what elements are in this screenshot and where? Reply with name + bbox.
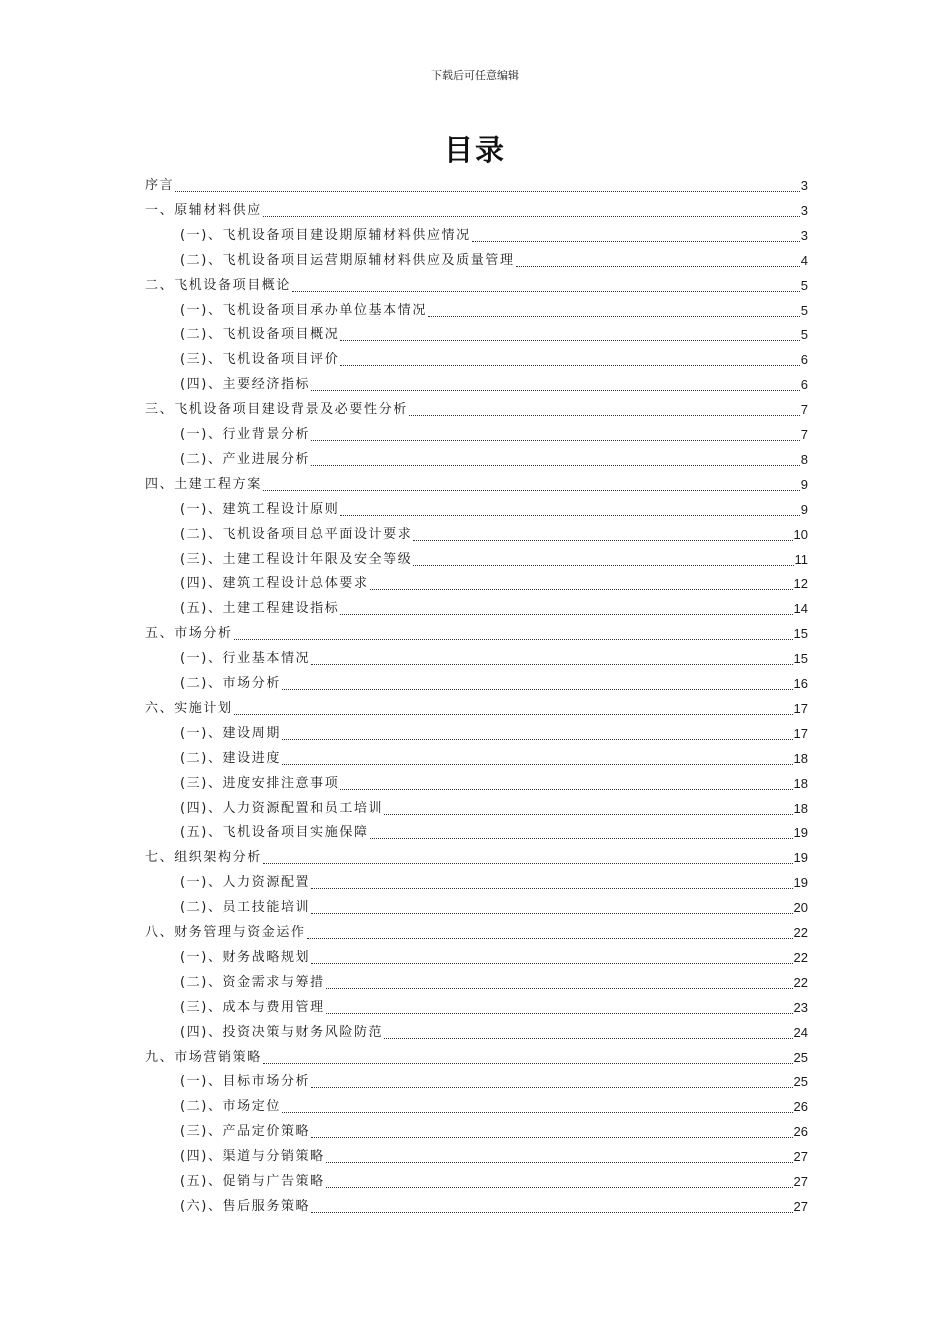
- toc-section-entry[interactable]: [180, 350, 808, 370]
- toc-page-number: 4: [800, 252, 808, 268]
- toc-dot-leader: [413, 565, 793, 566]
- toc-dot-leader: [282, 764, 793, 765]
- toc-section-entry[interactable]: [180, 898, 808, 918]
- toc-entry-label: (五)、土建工程建设指标: [180, 601, 340, 617]
- toc-entry-label: (四)、建筑工程设计总体要求: [180, 576, 369, 592]
- toc-page-number: 15: [793, 626, 808, 642]
- toc-page-number: 17: [793, 725, 808, 741]
- toc-section-entry[interactable]: [180, 1122, 808, 1142]
- toc-page-number: 7: [800, 402, 808, 418]
- toc-entry-label: 六、实施计划: [145, 700, 233, 716]
- toc-section-entry[interactable]: [180, 1172, 808, 1192]
- toc-dot-leader: [384, 814, 792, 815]
- toc-page-number: 19: [793, 825, 808, 841]
- toc-entry-label: (三)、进度安排注意事项: [180, 775, 340, 791]
- toc-page-number: 18: [793, 800, 808, 816]
- toc-dot-leader: [340, 789, 792, 790]
- toc-entry-label: (二)、市场分析: [180, 676, 281, 691]
- toc-entry-label: 九、市场营销策略: [145, 1049, 262, 1065]
- toc-page-number: 22: [793, 949, 808, 965]
- toc-section-entry[interactable]: [180, 375, 808, 395]
- toc-page-number: 25: [793, 1049, 808, 1065]
- toc-page-number: 17: [793, 700, 808, 716]
- toc-dot-leader: [413, 540, 792, 541]
- toc-section-entry[interactable]: [180, 1072, 808, 1092]
- toc-dot-leader: [311, 1087, 792, 1088]
- toc-entry-label: (四)、投资决策与财务风险防范: [180, 1024, 384, 1040]
- toc-page-number: 27: [793, 1149, 808, 1165]
- toc-page-number: 7: [800, 427, 808, 442]
- toc-entry-label: (一)、飞机设备项目建设期原辅材料供应情况: [180, 227, 471, 243]
- toc-page-number: 8: [800, 451, 808, 467]
- toc-dot-leader: [370, 589, 793, 590]
- toc-section-entry[interactable]: [180, 1023, 808, 1043]
- toc-dot-leader: [263, 490, 800, 491]
- toc-dot-leader: [234, 714, 793, 715]
- toc-dot-leader: [340, 614, 792, 615]
- toc-dot-leader: [311, 440, 800, 441]
- toc-dot-leader: [311, 664, 792, 665]
- toc-entry-label: (一)、财务战略规划: [180, 949, 311, 965]
- toc-entry-label: (二)、市场定位: [180, 1099, 281, 1115]
- toc-page-number: 10: [793, 526, 808, 542]
- toc-page-number: 9: [800, 476, 808, 492]
- toc-entry-label: (六)、售后服务策略: [180, 1198, 311, 1214]
- toc-entry-label: (二)、飞机设备项目总平面设计要求: [180, 526, 413, 542]
- toc-dot-leader: [516, 266, 800, 267]
- toc-dot-leader: [428, 316, 800, 317]
- toc-page-number: 26: [793, 1099, 808, 1115]
- toc-page-number: 3: [800, 202, 808, 218]
- toc-entry-label: (一)、人力资源配置: [180, 875, 311, 891]
- toc-entry-label: (二)、产业进展分析: [180, 451, 311, 467]
- toc-dot-leader: [326, 1013, 793, 1014]
- toc-dot-leader: [409, 415, 800, 416]
- toc-page-number: 22: [793, 974, 808, 990]
- toc-chapter-entry[interactable]: [145, 923, 808, 943]
- toc-page-number: 5: [800, 327, 808, 343]
- toc-section-entry[interactable]: [180, 251, 808, 271]
- toc-dot-leader: [340, 515, 799, 516]
- toc-chapter-entry[interactable]: [145, 400, 808, 420]
- toc-section-entry[interactable]: [180, 674, 808, 694]
- toc-entry-label: (一)、建筑工程设计原则: [180, 501, 340, 517]
- toc-page-number: 16: [793, 676, 808, 691]
- toc-entry-label: (三)、飞机设备项目评价: [180, 352, 340, 368]
- toc-chapter-entry[interactable]: [145, 276, 808, 296]
- toc-section-entry[interactable]: [180, 1097, 808, 1117]
- toc-dot-leader: [282, 689, 793, 690]
- toc-dot-leader: [263, 216, 800, 217]
- toc-entry-label: (一)、目标市场分析: [180, 1074, 311, 1090]
- toc-page-number: 18: [793, 750, 808, 766]
- toc-section-entry[interactable]: [180, 500, 808, 520]
- toc-dot-leader: [175, 191, 800, 192]
- toc-page-number: 3: [800, 178, 808, 193]
- toc-entry-label: 二、飞机设备项目概论: [145, 277, 292, 293]
- toc-dot-leader: [472, 241, 800, 242]
- toc-page-number: 5: [800, 277, 808, 293]
- toc-entry-label: (一)、行业基本情况: [180, 651, 311, 667]
- toc-dot-leader: [311, 963, 792, 964]
- toc-page-number: 14: [793, 601, 808, 617]
- toc-entry-label: (五)、飞机设备项目实施保障: [180, 825, 369, 841]
- toc-entry-label: (三)、成本与费用管理: [180, 999, 325, 1015]
- toc-dot-leader: [311, 390, 800, 391]
- toc-page-number: 5: [800, 302, 808, 318]
- toc-chapter-entry[interactable]: [145, 475, 808, 495]
- toc-section-entry[interactable]: [180, 724, 808, 744]
- toc-page-number: 6: [800, 377, 808, 393]
- toc-page-number: 19: [793, 875, 808, 891]
- toc-entry-label: 八、财务管理与资金运作: [145, 925, 306, 940]
- toc-section-entry[interactable]: [180, 774, 808, 794]
- toc-section-entry[interactable]: [180, 1197, 808, 1217]
- toc-page-number: 27: [793, 1198, 808, 1214]
- toc-dot-leader: [384, 1038, 792, 1039]
- toc-page-number: 25: [793, 1074, 808, 1090]
- toc-section-entry[interactable]: [180, 301, 808, 321]
- toc-entry-label: 一、原辅材料供应: [145, 202, 262, 218]
- page-title: 目录: [443, 133, 506, 167]
- toc-section-entry[interactable]: [180, 998, 808, 1018]
- toc-entry-label: 五、市场分析: [145, 626, 233, 642]
- toc-dot-leader: [340, 365, 799, 366]
- toc-section-entry[interactable]: [180, 325, 808, 345]
- toc-section-entry[interactable]: [180, 450, 808, 470]
- toc-page-number: 23: [793, 999, 808, 1015]
- toc-entry-label: (四)、人力资源配置和员工培训: [180, 800, 384, 816]
- toc-entry-label: (一)、行业背景分析: [180, 427, 311, 442]
- toc-entry-label: (二)、飞机设备项目运营期原辅材料供应及质量管理: [180, 252, 515, 268]
- toc-section-entry[interactable]: [180, 799, 808, 819]
- toc-entry-label: (三)、产品定价策略: [180, 1124, 311, 1140]
- toc-page-number: 22: [793, 925, 808, 940]
- toc-page-number: 27: [793, 1174, 808, 1189]
- toc-dot-leader: [311, 888, 792, 889]
- toc-entry-label: (一)、飞机设备项目承办单位基本情况: [180, 302, 427, 318]
- toc-dot-leader: [282, 739, 793, 740]
- toc-dot-leader: [326, 1162, 793, 1163]
- toc-page-number: 15: [793, 651, 808, 667]
- toc-entry-label: (四)、渠道与分销策略: [180, 1149, 325, 1165]
- toc-entry-label: (二)、建设进度: [180, 750, 281, 766]
- toc-page-number: 20: [793, 900, 808, 916]
- toc-page-number: 9: [800, 501, 808, 517]
- toc-dot-leader: [292, 291, 800, 292]
- toc-entry-label: 三、飞机设备项目建设背景及必要性分析: [145, 402, 408, 418]
- toc-dot-leader: [234, 639, 793, 640]
- toc-chapter-entry[interactable]: [145, 1048, 808, 1068]
- toc-dot-leader: [263, 1063, 793, 1064]
- toc-section-entry[interactable]: [180, 749, 808, 769]
- toc-dot-leader: [263, 863, 793, 864]
- toc-section-entry[interactable]: [180, 574, 808, 594]
- toc-page-number: 24: [793, 1024, 808, 1040]
- toc-section-entry[interactable]: [180, 649, 808, 669]
- toc-dot-leader: [307, 938, 793, 939]
- toc-entry-label: (二)、员工技能培训: [180, 900, 311, 916]
- toc-entry-label: 四、土建工程方案: [145, 476, 262, 492]
- toc-entry-label: (二)、资金需求与筹措: [180, 974, 325, 990]
- toc-page-number: 12: [793, 576, 808, 592]
- toc-entry-label: (五)、促销与广告策略: [180, 1174, 325, 1189]
- toc-dot-leader: [326, 1187, 793, 1188]
- toc-section-entry[interactable]: [180, 525, 808, 545]
- toc-entry-label: (二)、飞机设备项目概况: [180, 327, 340, 343]
- toc-dot-leader: [370, 838, 793, 839]
- toc-dot-leader: [311, 1137, 792, 1138]
- toc-dot-leader: [311, 465, 800, 466]
- toc-dot-leader: [311, 1212, 792, 1213]
- toc-section-entry[interactable]: [180, 973, 808, 993]
- toc-section-entry[interactable]: [180, 226, 808, 246]
- toc-chapter-entry[interactable]: [145, 624, 808, 644]
- toc-entry-label: (一)、建设周期: [180, 725, 281, 741]
- toc-dot-leader: [326, 988, 793, 989]
- toc-entry-label: 序言: [145, 178, 175, 193]
- toc-section-entry[interactable]: [180, 599, 808, 619]
- toc-chapter-entry[interactable]: [145, 176, 808, 196]
- toc-chapter-entry[interactable]: [145, 848, 808, 868]
- toc-page-number: 18: [793, 775, 808, 791]
- toc-dot-leader: [311, 913, 792, 914]
- toc-dot-leader: [282, 1112, 793, 1113]
- toc-section-entry[interactable]: [180, 550, 808, 570]
- toc-page-number: 19: [793, 850, 808, 866]
- toc-chapter-entry[interactable]: [145, 699, 808, 719]
- toc-page-number: 11: [794, 551, 808, 567]
- toc-chapter-entry[interactable]: [145, 201, 808, 221]
- toc-page-number: 3: [800, 227, 808, 243]
- toc-section-entry[interactable]: [180, 948, 808, 968]
- toc-entry-label: (三)、土建工程设计年限及安全等级: [180, 551, 413, 567]
- toc-section-entry[interactable]: [180, 873, 808, 893]
- toc-section-entry[interactable]: [180, 823, 808, 843]
- toc-entry-label: 七、组织架构分析: [145, 850, 262, 866]
- toc-dot-leader: [340, 340, 799, 341]
- toc-section-entry[interactable]: [180, 425, 808, 445]
- toc-section-entry[interactable]: [180, 1147, 808, 1167]
- header-note: 下载后可任意编辑: [431, 69, 519, 82]
- toc-page-number: 6: [800, 352, 808, 368]
- toc-entry-label: (四)、主要经济指标: [180, 377, 311, 393]
- toc-page-number: 26: [793, 1124, 808, 1140]
